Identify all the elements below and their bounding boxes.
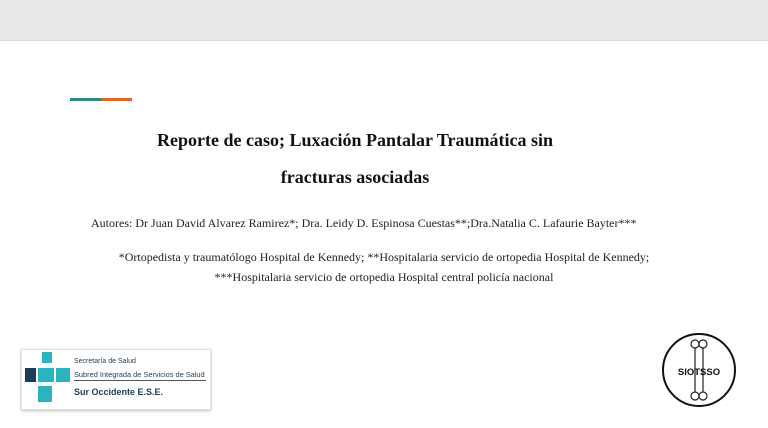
subred-logo <box>21 349 211 410</box>
siotsso-logo <box>662 333 736 407</box>
affiliations-line-2: ***Hospitalaria servicio de ortopedia Hospital central policía nacional <box>214 270 554 284</box>
authors-line: Autores: Dr Juan David Alvarez Ramirez*; Dra. Leidy D. Espinosa Cuestas**;Dra.Natalia C. Lafaurie Bayter*** <box>91 216 637 230</box>
slide-title-line-1: Reporte de caso; Luxación Pantalar Traumática sin <box>157 130 553 150</box>
logo-line-secretaria: Secretaría de Salud <box>74 358 136 365</box>
health-cross-icon <box>22 350 72 409</box>
affiliations-line-1: *Ortopedista y traumatólogo Hospital de Kennedy; **Hospitalaria servicio de ortopedia Hospital de Kennedy; <box>118 250 650 264</box>
siotsso-label: SIOTSSO <box>677 367 721 378</box>
logo-line-sur-occidente: Sur Occidente E.S.E. <box>74 387 164 397</box>
accent-line-orange <box>102 98 132 101</box>
logo-divider <box>74 380 206 381</box>
accent-line-teal <box>70 98 104 101</box>
logo-line-subred: Subred Integrada de Servicios de Salud <box>74 370 205 379</box>
top-bar <box>0 0 768 41</box>
slide-title-line-2: fracturas asociadas <box>280 167 430 187</box>
